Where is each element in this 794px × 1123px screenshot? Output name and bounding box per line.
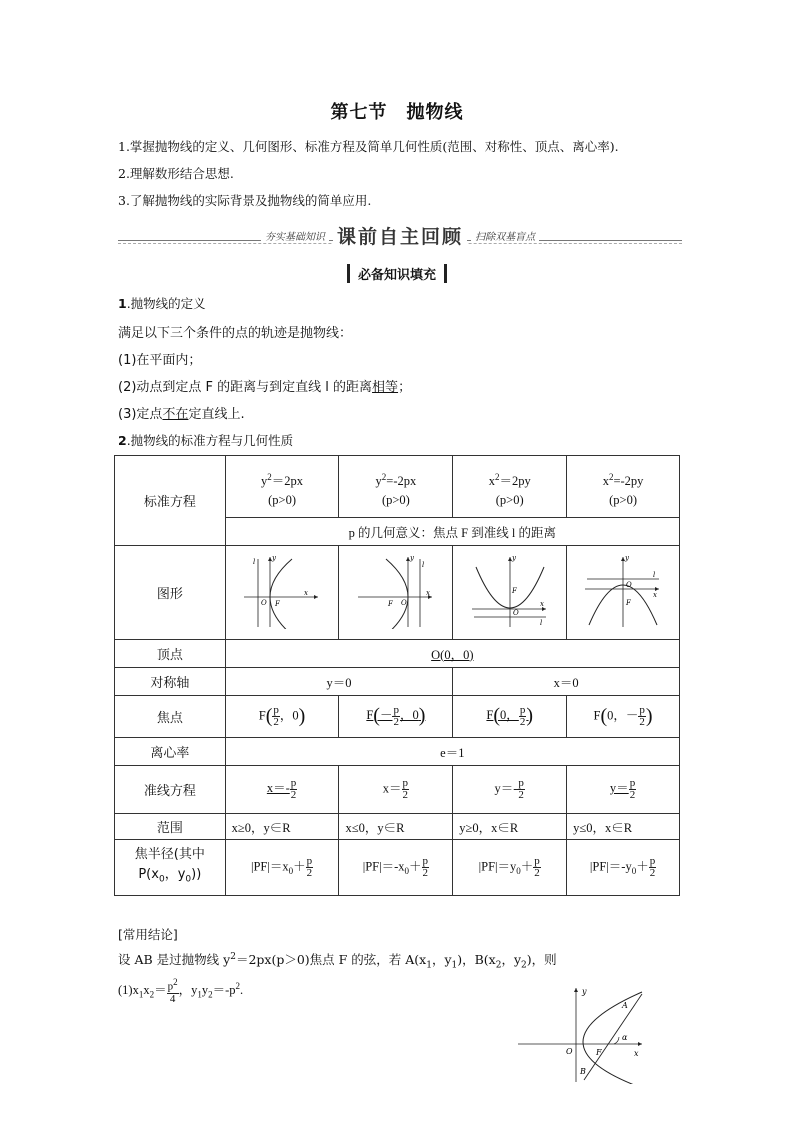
range-value: y≤0，x∈R [567,814,680,840]
directrix-value: x＝- $\frac{p}{2}$ [225,766,339,814]
fig-point-a: A [622,1001,628,1010]
focus-label: F [626,598,631,607]
definition-condition-2: (2)动点到定点 F 的距离与到定直线 l 的距离相等； [118,380,412,395]
page-title: 第七节 抛物线 [330,102,464,123]
focus-value: F( $\frac{p}{2}$ ，0) [225,696,339,738]
directrix-value: y＝ $\frac{p}{2}$ [567,766,680,814]
fig-focus: F [596,1048,602,1057]
origin-label: O [261,598,267,607]
focal-chord-figure [514,984,648,1084]
axis-y-label: y [409,553,414,562]
definition-condition-3: (3)定点不在定直线上. [118,407,245,422]
axis-x-label: x [653,590,658,599]
row-label-focus: 焦点 [115,696,226,738]
graph-up-opening [453,546,567,640]
fig-axis-x: x [634,1049,639,1058]
axis-value-horizontal: y＝0 [225,668,453,696]
section-banner [118,222,682,248]
banner-right: 扫除双基盲点 [471,228,539,243]
focus-label: F [511,586,517,595]
p-meaning: p 的几何意义：焦点 F 到准线 l 的距离 [225,518,679,546]
row-label-vertex: 顶点 [115,640,226,668]
origin-label: O [512,608,519,617]
definition-heading: 1.抛物线的定义 [118,296,206,311]
row-label-eccentricity: 离心率 [115,738,226,766]
focal-radius-value: $|PF|=y_0+$ $\frac{p}{2}$ [453,840,567,896]
range-value: x≥0，y∈R [225,814,339,840]
axis-y-label: y [272,553,277,562]
axis-x-label: x [539,599,544,608]
definition-intro: 满足以下三个条件的点的轨迹是抛物线： [118,326,353,341]
focus-value: F(0，－ $\frac{p}{2}$ ) [567,696,680,738]
table-heading: 2.抛物线的标准方程与几何性质 [118,433,294,448]
directrix-label: l [539,618,542,627]
vertex-value: O(0，0) [225,640,679,668]
equation-cell: $x^2=-2py$ (p>0) [567,456,680,518]
origin-label: O [400,598,407,607]
common-conclusion-statement: 设 AB 是过抛物线 $y^2=2px(p>0)$焦点 F 的弦，若 $A(x_1$，$y_1$)，$B(x_2$，$y_2$)，则 [118,951,557,971]
graph-down-opening [567,546,680,640]
common-conclusion-heading: [常用结论] [118,927,178,942]
axis-y-label: y [625,553,630,562]
directrix-label: l [653,570,656,579]
eccentricity-value: e＝1 [225,738,679,766]
graph-left-opening [339,546,453,640]
directrix-label: l [421,560,425,569]
section-title: 必备知识填充 [0,264,794,283]
row-label-directrix: 准线方程 [115,766,226,814]
equation-cell: $y^2=2px$ (p>0) [225,456,339,518]
row-label-equation: 标准方程 [115,456,226,546]
banner-left: 夯实基础知识 [261,228,329,243]
common-conclusion-result-1: $(1)x_1x_2=$ $\frac{p^2}{4}$ ，$y_1y_2=-p^2$. [118,977,244,1005]
origin-label: O [626,580,632,589]
directrix-value: x＝ $\frac{p}{2}$ [339,766,453,814]
directrix-value: y＝- $\frac{p}{2}$ [453,766,567,814]
row-label-range: 范围 [115,814,226,840]
focal-radius-value: $|PF|=x_0+$ $\frac{p}{2}$ [225,840,339,896]
focal-radius-value: $|PF|=-x_0+$ $\frac{p}{2}$ [339,840,453,896]
row-label-axis: 对称轴 [115,668,226,696]
focal-radius-value: $|PF|=-y_0+$ $\frac{p}{2}$ [567,840,680,896]
focus-value: F(0， $\frac{p}{2}$ ) [453,696,567,738]
axis-value-vertical: x＝0 [453,668,680,696]
banner-center: 课前自主回顾 [333,222,467,249]
equation-cell: $x^2=2py$ (p>0) [453,456,567,518]
range-value: x≤0，y∈R [339,814,453,840]
focus-label: F [275,599,280,608]
axis-x-label: x [304,588,308,597]
equation-cell: $y^2=-2px$ (p>0) [339,456,453,518]
axis-x-label: x [425,588,430,597]
objective-1: 1.掌握抛物线的定义、几何图形、标准方程及简单几何性质(范围、对称性、顶点、离心率). [118,139,619,154]
properties-table [114,455,680,896]
focus-value: F(－ $\frac{p}{2}$ ，0) [339,696,453,738]
objective-2: 2.理解数形结合思想. [118,166,234,181]
axis-y-label: y [511,553,516,562]
fig-angle-alpha: α [622,1033,628,1042]
fig-axis-y: y [582,987,587,996]
row-label-focal-radius: 焦半径(其中 $P(x_0$，$y_0$)) [115,840,226,896]
definition-condition-1: (1)在平面内； [118,353,202,368]
row-label-graph: 图形 [115,546,226,640]
fig-point-b: B [580,1067,586,1076]
fig-origin: O [566,1047,573,1056]
directrix-label: l [253,557,256,566]
focus-label: F [387,599,393,608]
graph-right-opening [225,546,339,640]
range-value: y≥0，x∈R [453,814,567,840]
objective-3: 3.了解抛物线的实际背景及抛物线的简单应用. [118,193,372,208]
